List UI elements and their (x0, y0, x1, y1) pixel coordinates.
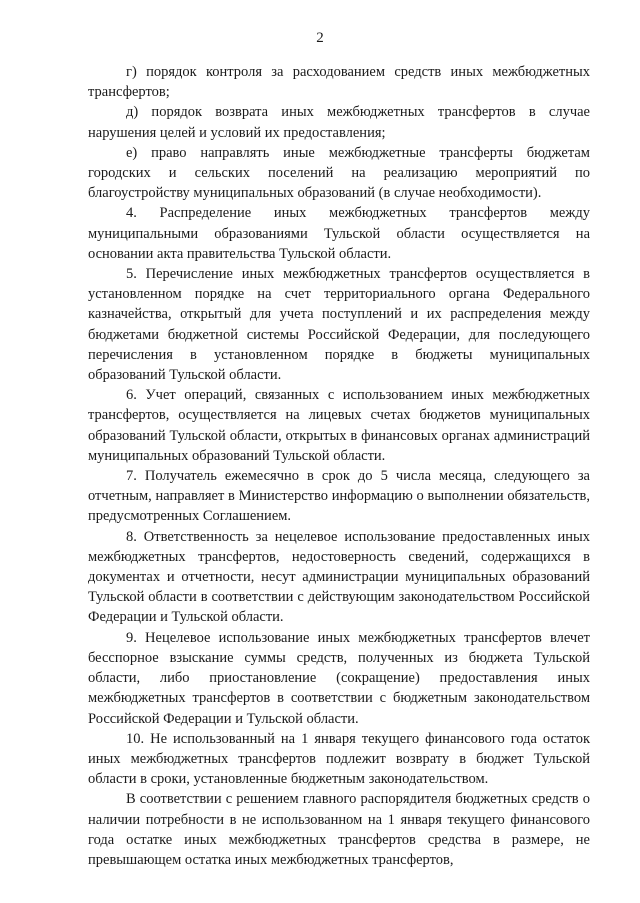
paragraph-4: 4. Распределение иных межбюджетных трансфертов между муниципальными образованиями Тульской области осуществляется на основании акта правительства Тульской области. (88, 205, 590, 262)
document-body (88, 62, 590, 870)
paragraph-8: 8. Ответственность за нецелевое использование предоставленных иных межбюджетных трансфертов, недостоверность сведений, содержащихся в документах и отчетности, несут администрации муниципальных образований Тульской области в соответствии с действующим законодательством Российской Федерации и Тульской области. (88, 528, 590, 626)
paragraph-7: 7. Получатель ежемесячно в срок до 5 числа месяца, следующего за отчетным, направляет в Министерство информацию о выполнении обязательств, предусмотренных Соглашением. (88, 468, 590, 525)
paragraph-10: 10. Не использованный на 1 января текущего финансового года остаток иных межбюджетных трансфертов подлежит возврату в бюджет Тульской области в сроки, установленные бюджетным законодательством. (88, 730, 590, 788)
paragraph-9: 9. Нецелевое использование иных межбюджетных трансфертов влечет бесспорное взыскание суммы средств, полученных из бюджета Тульской области, либо приостановление (сокращение) предоставления иных межбюджетных трансфертов в соответствии с бюджетным законодательством Российской Федерации и Тульской области. (88, 629, 590, 727)
paragraph-item-d: д) порядок возврата иных межбюджетных трансфертов в случае нарушения целей и условий их предоставления; (88, 104, 590, 141)
paragraph-5: 5. Перечисление иных межбюджетных трансфертов осуществляется в установленном порядке на счет территориального органа Федерального казначейства, открытый для учета поступлений и их распределения между бюджетами бюджетной системы Российской Федерации, для последующего перечисления в установленном порядке в бюджеты муниципальных образований Тульской области. (88, 266, 590, 384)
paragraph-item-g: г) порядок контроля за расходованием средств иных межбюджетных трансфертов; (88, 64, 590, 101)
paragraph-6: 6. Учет операций, связанных с использованием иных межбюджетных трансфертов, осуществляется на лицевых счетах бюджетов муниципальных образований Тульской области, открытых в финансовых органах администраций муниципальных образований Тульской области. (88, 387, 590, 464)
paragraph-continuation: В соответствии с решением главного распорядителя бюджетных средств о наличии потребности в не использованном на 1 января текущего финансового года остатке иных межбюджетных трансфертов средства в размере, не превышающем остатка иных межбюджетных трансфертов, (88, 791, 590, 868)
paragraph-item-e: е) право направлять иные межбюджетные трансферты бюджетам городских и сельских поселений на реализацию мероприятий по благоустройству муниципальных образований (в случае необходимости). (88, 144, 590, 202)
page-number: 2 (316, 30, 324, 46)
